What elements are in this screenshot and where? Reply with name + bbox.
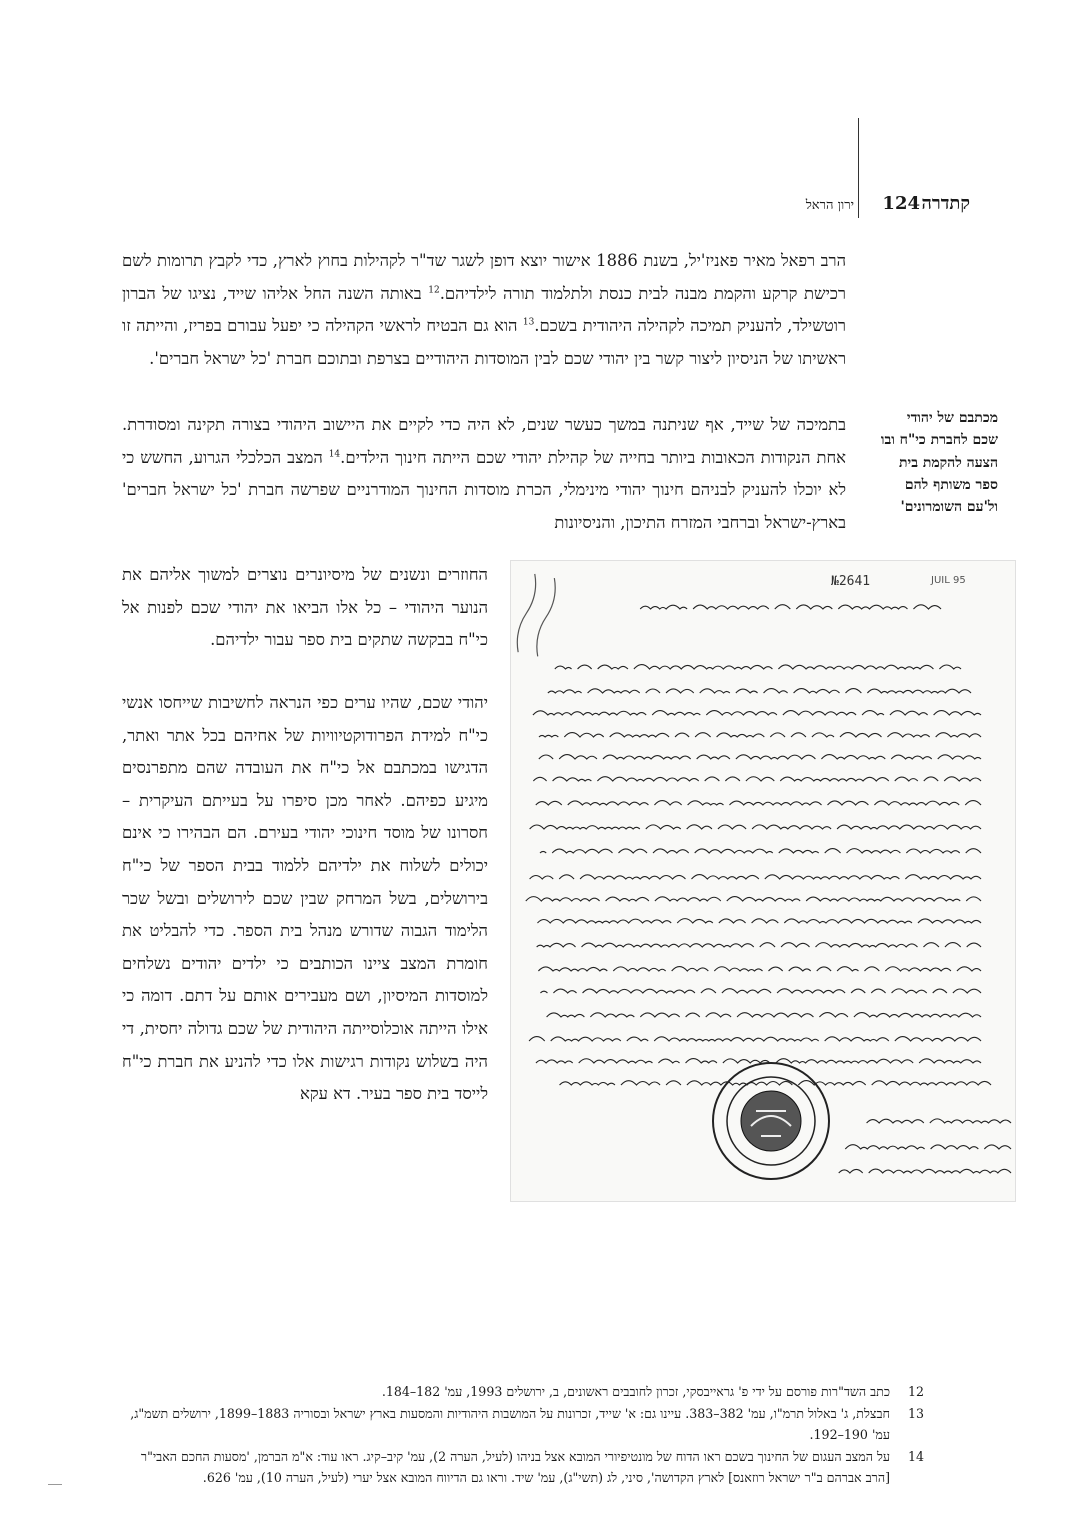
paragraph-text: בתמיכה של שייד, אף שניתנה במשך כעשר שנים, לא היה כדי לקיים את היישוב היהודי בצורה תקינה ומסודרת. אחת הנקודות הכאובות ביותר בחייה של קהילת יהודי שכם הייתה חינוך הילדים. xyxy=(122,415,846,467)
footnotes xyxy=(122,1381,924,1489)
paragraph-text: הוא גם הבטיח לראשי הקהילה כי יפעל עבורם בפריז, והייתה זו ראשיתו של הניסיון ליצור קשר בין יהודי שכם לבין המוסדות היהודיים בצרפת ובתוכם חברת 'כל ישראל חברים'. xyxy=(122,316,846,368)
page-number: 124 xyxy=(882,193,920,214)
stamp-number: №2641 xyxy=(831,574,871,589)
footnote-number: 14 xyxy=(907,1448,924,1464)
body-paragraph-1 xyxy=(122,245,846,375)
archive-stamp xyxy=(514,573,558,657)
footnote-text: על המצב העגום של החינוך בשכם ראו הדוח של מונטיפיורי המובא אצל בניהו (לעיל, הערה 2), עמ' קיב–קיג. ראו עוד: א"מ הברמן, 'מסעות החכם האבי"ר [הרב אברהם ב"ר ישראל רוזאנס] לארץ הקדושה', סיני, לג (תשי"ג), עמ' שיד. וראו גם הדיווח המובא אצל יערי (לעיל, הערה 10), עמ' 626. xyxy=(140,1448,890,1485)
margin-note: מכתבם של יהודי שכם לחברת כי"ח ובו הצעה להקמת בית ספר משותף להם ול'עם השומרונים' xyxy=(880,410,998,516)
column-paragraph-2: יהודי שכם, שהיו ערים כפי הנראה לחשיבות שייחסו אנשי כי"ח למידת הפרודוקטיוויות של אחיהם בכל אתר ואתר, הדגישו במכתבם אל כי"ח את העובדה שהם מתפרנסים מיגיע כפיהם. לאחר מכן סיפרו על בעייתם העיקרית – חסרונו של מוסד חינוכי יהודי בעירם. הם הבהירו כי אינם יכולים לשלוח את ילדיהם ללמוד בבית הספר של כי"ח בירושלים, בשל המרחק שבין שכם לירושלים ובשל שכר הלימוד הגבוה שדורש מנהל בית הספר. כדי להבליט את חומרת המצב ציינו הכותבים כי ילדים יהודים נשלחים למוסדות המיסיון, ושם מעבירים אותם על דתם. דומה כי אילו הייתה אוכלוסייתה היהודית של שכם גדולה יחסית, די היה בשלוש נקודות רגישות אלו כדי להניע את חברת כי"ח לייסד בית ספר בעיר. דא עקא xyxy=(122,693,488,1104)
author-name: ירון הראל xyxy=(805,198,854,213)
paragraph-text: באותה השנה החל אליהו שייד, נציגו של הברון רוטשילד, להעניק תמיכה לקהילה היהודית בשכם. xyxy=(122,283,846,336)
footnote-text: כתב השד"רות פורסם על ידי פ' גראייבסקי, זכרון לחובבים ראשונים, ב, ירושלים 1993, עמ' 182–184. xyxy=(381,1384,890,1399)
handwritten-letter xyxy=(511,561,1015,1201)
footnote-ref[interactable]: 12 xyxy=(428,285,440,296)
footnote-12 xyxy=(122,1381,924,1403)
body-paragraph-2 xyxy=(122,409,846,539)
signatures xyxy=(839,1119,1011,1173)
footnote-ref[interactable]: 13 xyxy=(522,317,535,328)
date-stamp: JUIL 95 xyxy=(931,575,966,586)
margin-mark xyxy=(48,1484,62,1485)
letter-image xyxy=(510,560,1016,1202)
handwriting xyxy=(520,605,991,1085)
running-header xyxy=(760,193,1050,223)
seal-icon xyxy=(713,1063,829,1179)
column-paragraph-1: החוזרים ונשנים של מיסיונרים נוצרים למשוך אליהם את הנוער היהודי – כל אלו הביאו את יהודי שכם לפנות אל כי"ח בבקשה שתקים בית ספר עבור ילדיהם. xyxy=(122,565,488,650)
journal-title: קתדרה xyxy=(921,193,970,214)
footnote-ref[interactable]: 14 xyxy=(328,449,341,460)
footnote-13 xyxy=(122,1403,924,1446)
paragraph-text: הרב רפאל מאיר פאניז'יל, בשנת 1886 אישור יוצא דופן לשגר שד"ר לקהילות בחוץ לארץ, כדי לקבץ תרומות לשם רכישת קרקע והקמת מבנה לבית כנסת ולתלמוד תורה לילדיהם. xyxy=(122,251,846,303)
footnote-number: 12 xyxy=(907,1384,924,1399)
footnote-text: חבצלת, ג' באלול תרמ"ו, עמ' 382–383. עיינו גם: א' שייד, זכרונות על המושבות היהודיות והמסעות בארץ ישראל ובסוריה 1883–1899, ירושלים תשמ"ג, עמ' 190–192. xyxy=(130,1405,890,1442)
footnote-number: 13 xyxy=(907,1405,924,1421)
footnote-14 xyxy=(122,1446,924,1489)
paragraph-text: המצב הכלכלי הגרוע, החשש כי לא יוכלו להעניק לבניהם חינוך יהודי מינימלי, הכרת מוסדות החינוך המודרניים שפרשה חברת 'כל ישראל חברים' בארץ-ישראל וברחבי המזרח התיכון, והניסיונות xyxy=(122,447,846,532)
